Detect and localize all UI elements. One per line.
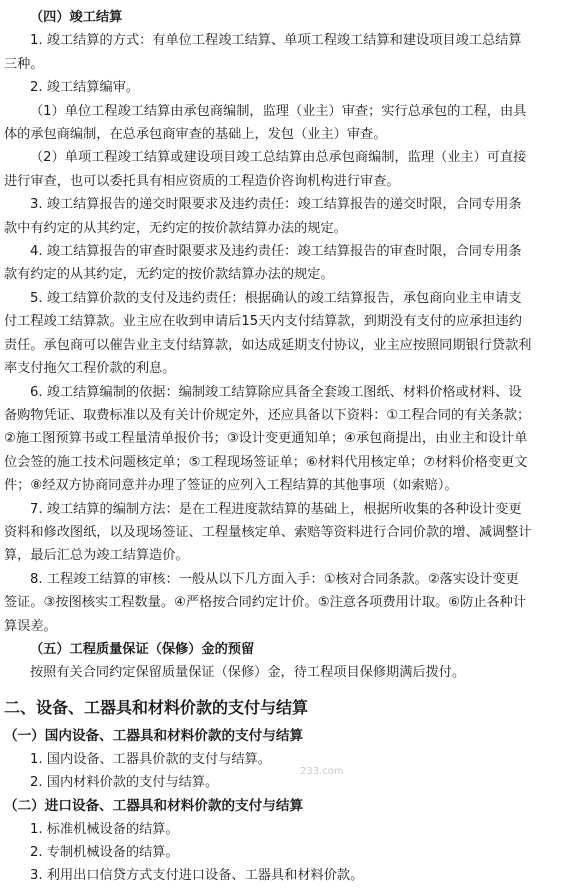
chapter-2-title: 二、设备、工器具和材料价款的支付与结算	[4, 697, 309, 717]
list-item: 3. 利用出口信贷方式支付进口设备、工器具和材料价款。	[30, 868, 364, 884]
body-line: 率支付拖欠工程价款的利息。	[4, 361, 176, 377]
body-line: （2）单项工程竣工结算或建设项目竣工总结算由总承包商编制，监理（业主）可直接	[30, 150, 527, 166]
body-line: 7. 竣工结算的编制方法：是在工程进度款结算的基础上，根据所收集的各种设计变更	[30, 501, 522, 517]
subsection-1-title: （一）国内设备、工器具和材料价款的支付与结算	[4, 727, 304, 744]
body-line: ②施工图预算书或工程量清单报价书；③设计变更通知单；④承包商提出，由业主和设计单	[4, 431, 528, 447]
section-5-title: （五）工程质量保证（保修）金的预留	[30, 641, 255, 657]
body-line: 款有约定的从其约定，无约定的按价款结算办法的规定。	[4, 267, 334, 283]
body-line: 备购物凭证、取费标准以及有关计价规定外，还应具备以下资料：①工程合同的有关条款；	[4, 407, 531, 423]
body-line: 5. 竣工结算价款的支付及违约责任：根据确认的竣工结算报告，承包商向业主申请支	[30, 290, 522, 306]
body-line: 位会签的施工技术问题核定单；⑤工程现场签证单；⑥材料代用核定单；⑦材料价格变更文	[4, 454, 528, 470]
body-line: 3. 竣工结算报告的递交时限要求及违约责任：竣工结算报告的递交时限，合同专用条	[30, 197, 522, 213]
section-5-body: 按照有关合同约定保留质量保证（保修）金，待工程项目保修期满后拨付。	[30, 665, 466, 681]
body-line: 算误差。	[4, 618, 57, 634]
body-line: 进行审查，也可以委托具有相应资质的工程造价咨询机构进行审查。	[4, 173, 400, 189]
body-line: 8. 工程竣工结算的审核：一般从以下几方面入手：①核对合同条款。②落实设计变更	[30, 571, 519, 587]
subsection-2-title: （二）进口设备、工器具和材料价款的支付与结算	[4, 797, 304, 814]
body-line: 三种。	[4, 56, 44, 72]
body-line: 算，最后汇总为竣工结算造价。	[4, 548, 189, 564]
body-line: 款中有约定的从其约定，无约定的按价款结算办法的规定。	[4, 220, 347, 236]
body-line: 1. 竣工结算的方式：有单位工程竣工结算、单项工程竣工结算和建设项目竣工总结算	[30, 33, 522, 49]
body-line: 件；⑧经双方协商同意并办理了签证的应列入工程结算的其他事项（如索赔）。	[4, 478, 458, 494]
body-line: 付工程竣工结算款。业主应在收到申请后15天内支付结算款，到期没有支付的应承担违约	[4, 314, 522, 330]
body-line: 责任。承包商可以催告业主支付结算款，如达成延期支付协议，业主应按照同期银行贷款利	[4, 337, 532, 353]
body-line: 资料和修改图纸，以及现场签证、工程量核定单、索赔等资料进行合同价款的增、减调整计	[4, 524, 532, 540]
section-4-title: （四）竣工结算	[30, 10, 123, 25]
body-line: 2. 竣工结算编审。	[30, 80, 140, 96]
body-line: （1）单位工程竣工结算由承包商编制，监理（业主）审查；实行总承包的工程，由具	[30, 103, 527, 119]
watermark: 233.com	[300, 766, 344, 777]
section-4-body	[4, 29, 562, 638]
body-line: 体的承包商编制，在总承包商审查的基础上，发包（业主）审查。	[4, 127, 387, 143]
list-item: 2. 专制机械设备的结算。	[30, 845, 179, 860]
list-item: 2. 国内材料价款的支付与结算。	[30, 775, 219, 791]
body-line: 4. 竣工结算报告的审查时限要求及违约责任：竣工结算报告的审查时限，合同专用条	[30, 244, 522, 260]
list-item: 1. 标准机械设备的结算。	[30, 821, 179, 837]
list-item: 1. 国内设备、工器具价款的支付与结算。	[30, 751, 271, 767]
body-line: 6. 竣工结算编制的依据：编制竣工结算除应具备全套竣工图纸、材料价格或材料、设	[30, 384, 522, 400]
body-line: 签证。③按图核实工程数量。④严格按合同约定计价。⑤注意各项费用计取。⑥防止各种计	[4, 595, 527, 611]
